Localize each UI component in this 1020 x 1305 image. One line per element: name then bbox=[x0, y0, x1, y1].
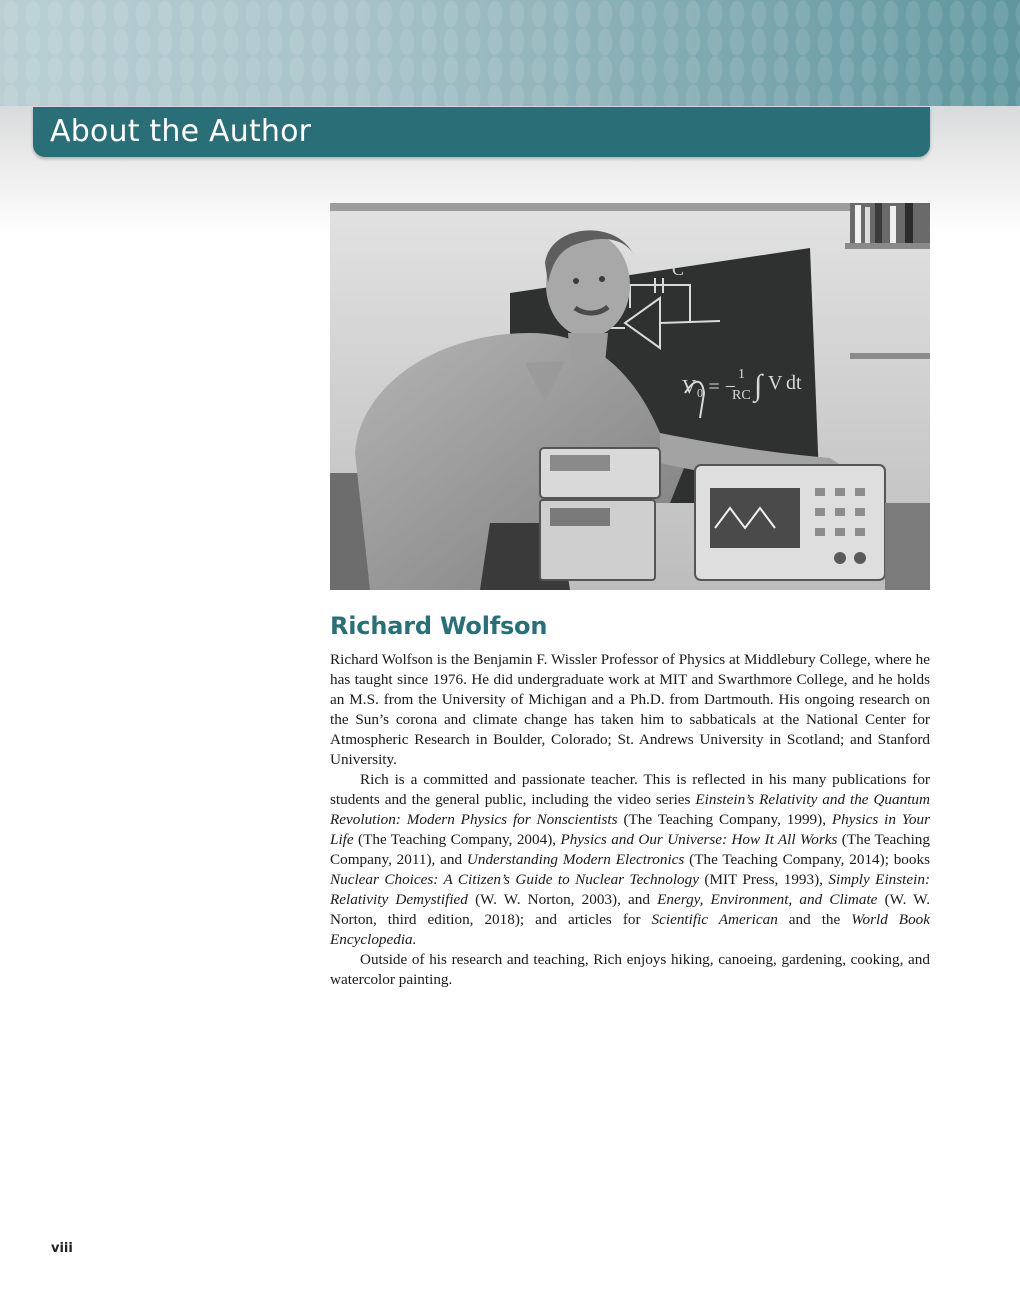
chapter-title-bar bbox=[33, 107, 930, 157]
bio-text-span: and the bbox=[777, 911, 852, 928]
blackboard-formula-v: V bbox=[768, 372, 783, 394]
bio-italic-title: Physics and Our Universe: How It All Works bbox=[560, 831, 838, 848]
bio-italic-title: Simply Einstein: Relativity Demystified bbox=[330, 871, 930, 908]
bio-text-span: (The Teaching Company, 2004), bbox=[353, 831, 561, 848]
author-name-heading: Richard Wolfson bbox=[330, 612, 548, 640]
author-photo bbox=[330, 203, 930, 590]
bio-italic-title: Einstein’s Relativity and the Quantum Revolution: Modern Physics for Nonscientists bbox=[330, 791, 930, 828]
bio-italic-title: World Book Encyclopedia. bbox=[330, 911, 931, 948]
lab-bench-right bbox=[885, 503, 930, 590]
bio-italic-title: Understanding Modern Electronics bbox=[466, 851, 685, 868]
bio-text-span: (The Teaching Company, 2011), and bbox=[330, 831, 930, 868]
bio-italic-title: Scientific American bbox=[651, 911, 778, 928]
lab-instruments bbox=[540, 448, 885, 580]
bio-paragraph-2 bbox=[330, 770, 930, 950]
author-bio bbox=[330, 650, 930, 990]
page-number: viii bbox=[51, 1241, 73, 1256]
blackboard-formula-numerator: 1 bbox=[738, 367, 745, 382]
bio-text-span: (The Teaching Company, 2014); books bbox=[684, 851, 931, 868]
ceiling-edge bbox=[330, 203, 930, 211]
bio-paragraph-3: Outside of his research and teaching, Rich enjoys hiking, canoeing, gardening, cooking, and watercolor painting. bbox=[330, 951, 930, 988]
blackboard-formula-left: V₀ = − bbox=[682, 376, 736, 398]
author-photo-illustration bbox=[330, 203, 930, 590]
bio-italic-title: Nuclear Choices: A Citizen’s Guide to Nuclear Technology bbox=[330, 871, 699, 888]
bio-text-span: (The Teaching Company, 1999), bbox=[617, 811, 832, 828]
bio-text-span: (W. W. Norton, 2003), and bbox=[467, 891, 658, 908]
bio-text-span: (W. W. Norton, third edition, 2018); and articles for bbox=[330, 891, 931, 928]
blackboard-label-c: C bbox=[672, 259, 685, 279]
header-decorative-band bbox=[0, 0, 1020, 106]
blackboard-formula-dt: dt bbox=[786, 372, 802, 394]
page-title: About the Author bbox=[50, 114, 312, 149]
bio-text-span: Rich is a committed and passionate teacher. This is reflected in his many publications for students and the general public, including the video series bbox=[330, 771, 930, 808]
blackboard-integral: ∫ bbox=[754, 369, 763, 402]
blackboard-formula-denominator: RC bbox=[732, 388, 751, 403]
bio-italic-title: Physics in Your Life bbox=[330, 811, 930, 848]
bio-paragraph-1: Richard Wolfson is the Benjamin F. Wissler Professor of Physics at Middlebury College, where he has taught since 1976. He did undergraduate work at MIT and Swarthmore College, and he holds an M.S. from the University of Michigan and a Ph.D. from Dartmouth. His ongoing research on the Sun’s corona and climate change has taken him to sabbaticals at the National Center for Atmospheric Research in Boulder, Colorado; St. Andrews University in Scotland; and Stanford University. bbox=[330, 651, 930, 768]
bio-text-span: (MIT Press, 1993), bbox=[698, 871, 829, 888]
bio-italic-title: Energy, Environment, and Climate bbox=[657, 891, 878, 908]
